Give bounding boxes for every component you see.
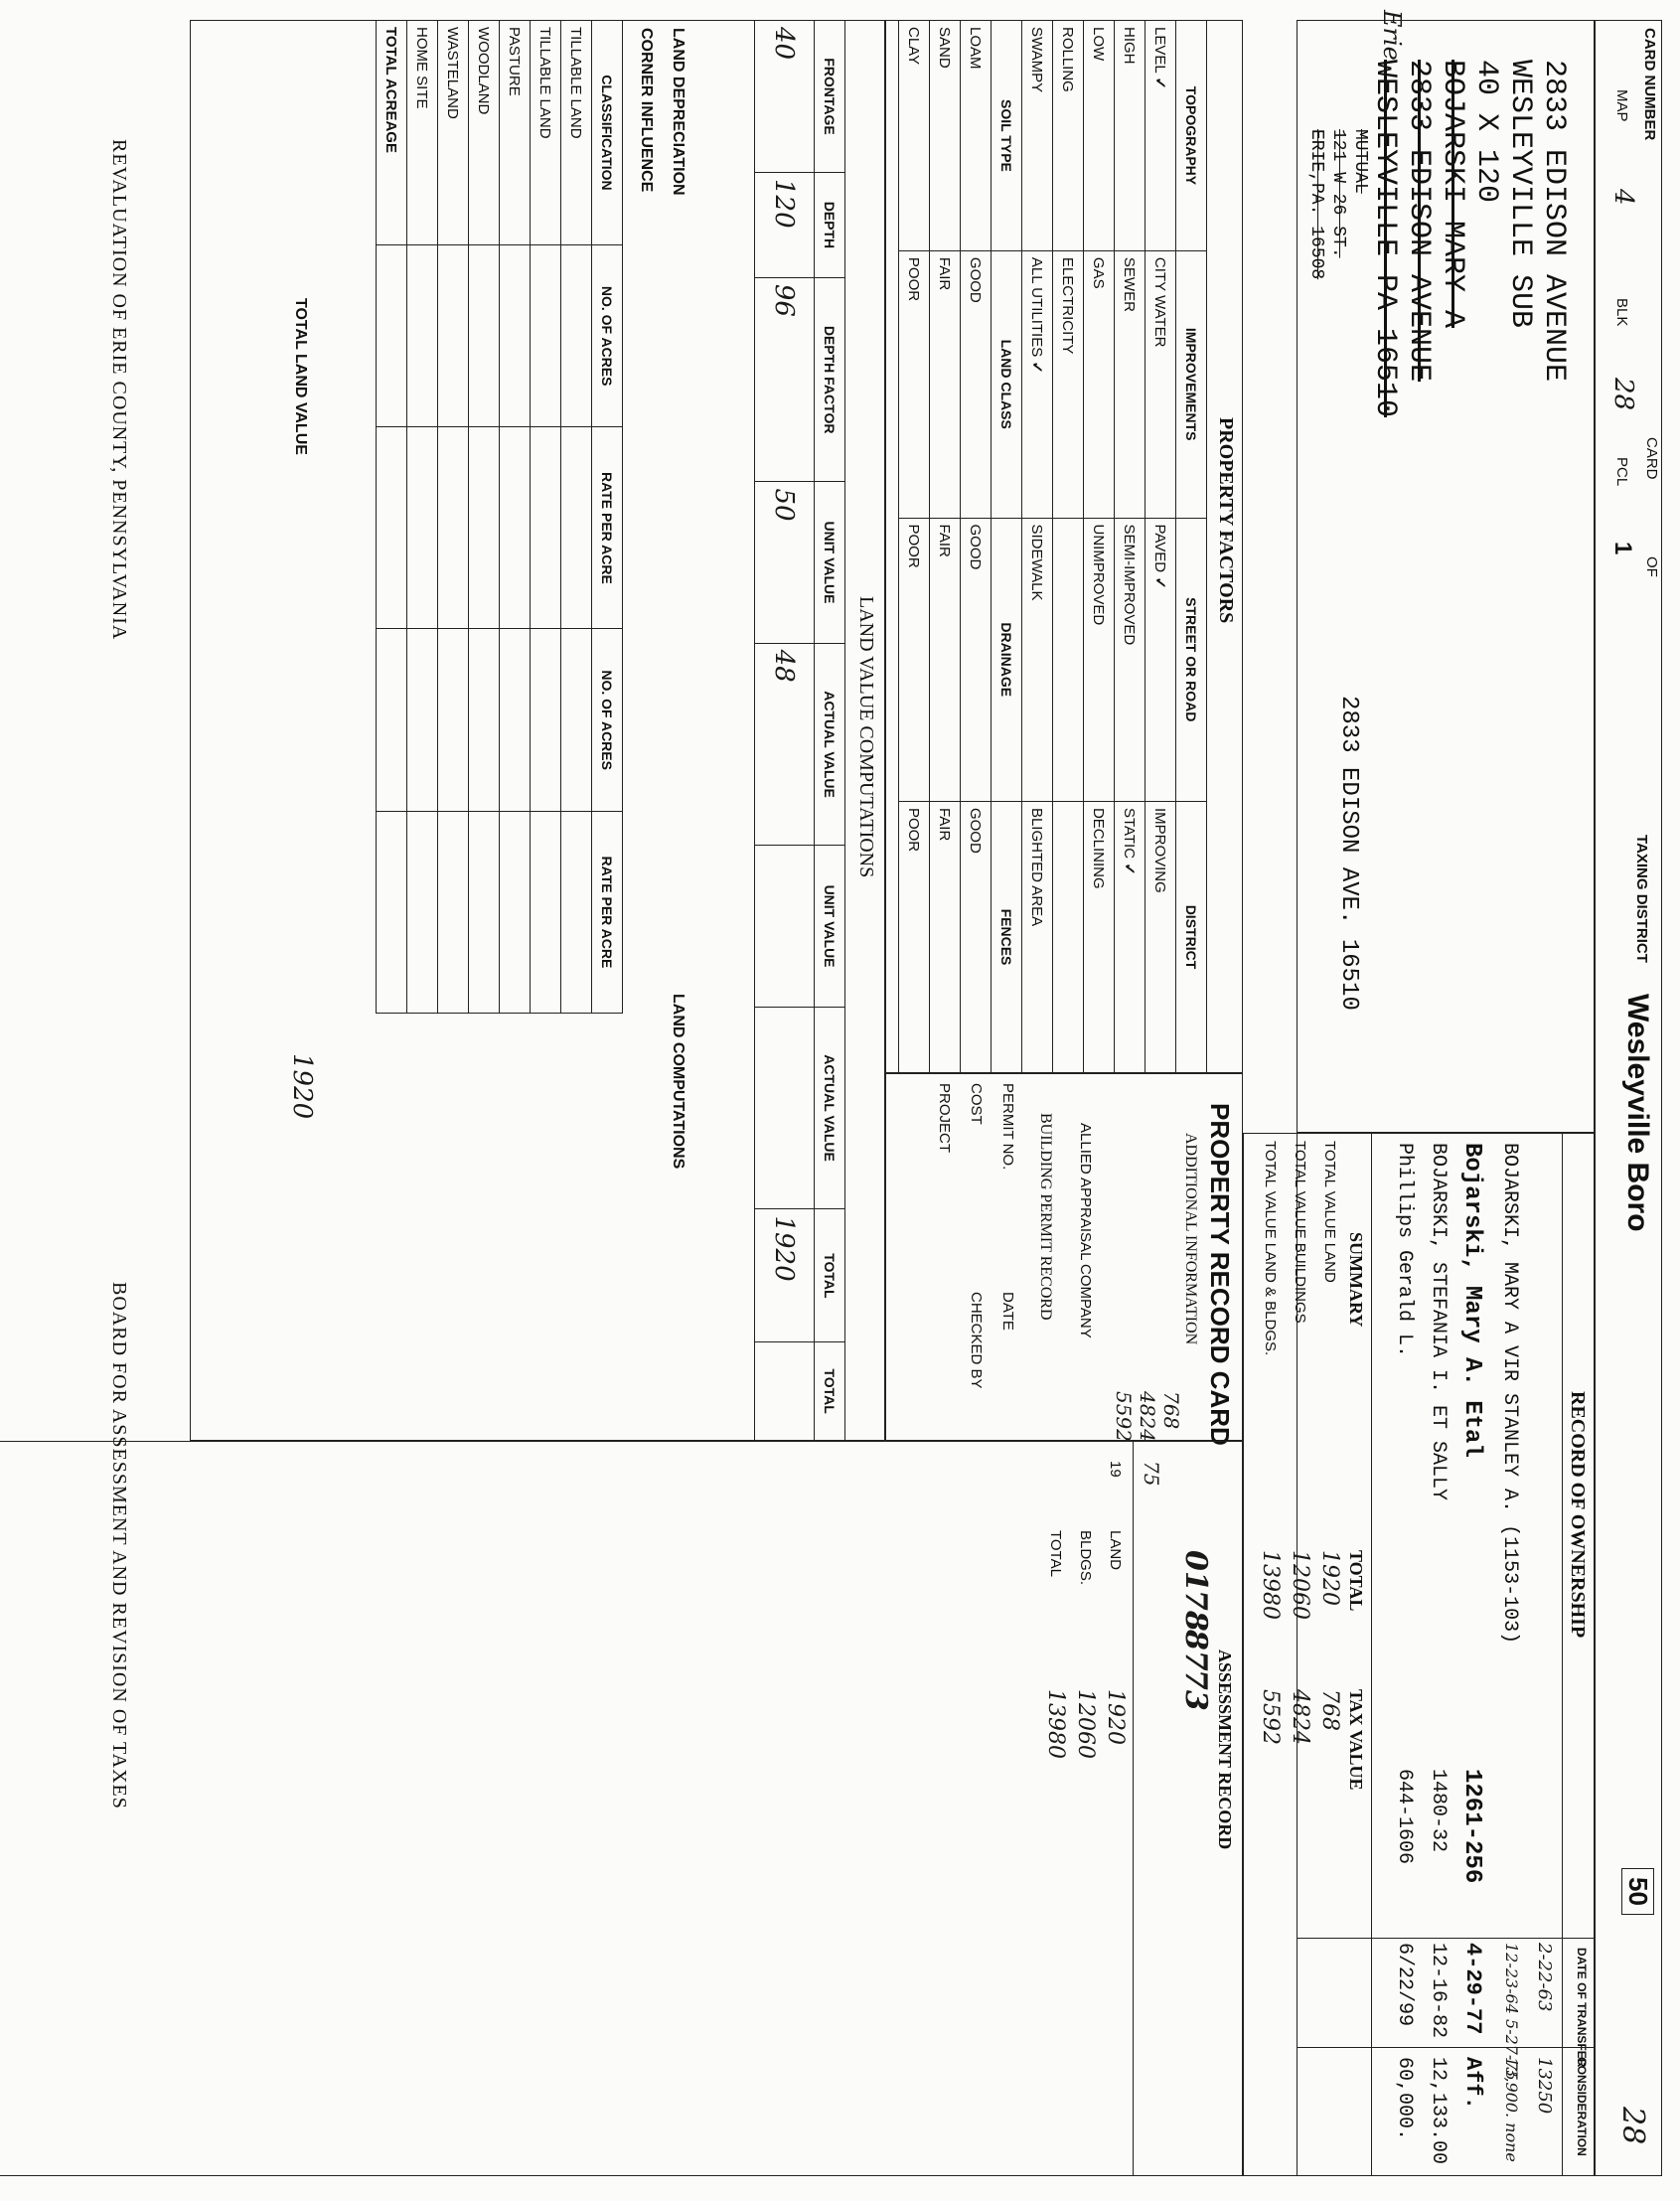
acre-class: WOODLAND [469,21,500,245]
total-acreage-label: TOTAL ACREAGE [377,21,407,245]
assessment-total-label: TOTAL [1047,1530,1064,1577]
consideration: 13250 [1534,2057,1555,2115]
factor-cell: LOAM [961,21,992,251]
factor-cell: DECLINING [1084,801,1115,1072]
assessment-bldgs-value: 12060 [1073,1689,1098,1759]
owner-name: BOJARSKI, MARY A VIR STANLEY A. (1153-103) [1498,1143,1521,1645]
acreage-table [376,20,623,1014]
assessment-scribble: 87 [1178,1630,1213,1671]
transfer-date: 12-23-64 5-27-75 [1502,1943,1521,2081]
factor-header: DRAINAGE [992,518,1022,801]
consideration-header: CONSIDERATION [1575,2057,1589,2156]
assessment-year: 19 [1107,1461,1124,1478]
acre-class: TILLABLE LAND [561,21,592,245]
check-mark: ✓ [1028,361,1045,374]
ownership-title: RECORD OF OWNERSHIP [1567,1391,1589,1639]
property-factors-title: PROPERTY FACTORS [1215,417,1237,624]
card-number-label: CARD NUMBER [1641,28,1658,141]
land-depreciation-label: LAND DEPRECIATION [670,28,687,196]
factor-header: LAND CLASS [992,250,1022,518]
land-header: TOTAL [815,1209,845,1342]
acre-class: HOME SITE [407,21,438,245]
permit-cost-label: COST [968,1083,985,1125]
permit-no-label: PERMIT NO. [999,1083,1016,1171]
summary-title: SUMMARY [1346,1232,1366,1328]
owner-name: Phillips Gerald L. [1393,1143,1416,1358]
factor-cell: ALL UTILITIES ✓ [1022,250,1053,518]
assessment-bldgs-label: BLDGS. [1077,1530,1094,1586]
deed-book: 1261-256 [1458,1769,1485,1884]
assessment-scribble: 01 [1178,1550,1213,1592]
land-header: FRONTAGE [815,21,845,173]
factor-header: IMPROVEMENTS [1176,250,1207,518]
land-header: ACTUAL VALUE [815,643,845,846]
owner-struck: BOJARSKI MARY A [1436,60,1469,329]
factor-cell: BLIGHTED AREA [1022,801,1053,1072]
factor-cell: CITY WATER [1145,250,1176,518]
check-mark: ✓ [1121,863,1138,875]
land-cell [755,1342,815,1441]
acre-header: RATE PER ACRE [592,811,623,1013]
summary-total: 13980 [1258,1550,1283,1620]
transfer-date: 4-29-77 [1460,1943,1485,2035]
blk-label: BLK [1613,298,1630,327]
factor-cell: FAIR [930,801,961,1072]
factor-cell: GAS [1084,250,1115,518]
property-factors-table [898,20,1207,1073]
factor-cell: SEWER [1115,250,1145,518]
summary-label: TOTAL VALUE LAND [1321,1141,1338,1283]
land-cell: 50 [755,482,815,643]
factor-cell: POOR [899,801,930,1072]
summary-tax: 4824 [1288,1689,1312,1745]
assessment-title: ASSESSMENT RECORD [1215,1650,1235,1850]
factor-cell [1053,518,1084,801]
card-label: CARD [1643,437,1660,480]
total-land-value-label: TOTAL LAND VALUE [292,298,309,455]
blk-value: 28 [1608,378,1638,411]
note-value: 768 [1159,1391,1183,1430]
factor-cell: POOR [899,518,930,801]
factor-cell: UNIMPROVED [1084,518,1115,801]
factor-cell: ELECTRICITY [1053,250,1084,518]
of-label: OF [1643,556,1660,577]
acre-class: WASTELAND [438,21,469,245]
transfer-date: 6/22/99 [1393,1943,1416,2027]
address-struck2: WESLEYVILLE PA 16510 [1368,60,1402,418]
summary-tax: 768 [1317,1689,1342,1731]
street-struck: 121 W 26 ST. [1328,129,1348,258]
acre-class: PASTURE [500,21,531,245]
factor-cell: SAND [930,21,961,251]
factor-cell: CLAY [899,21,930,251]
consideration: 60,000. [1393,2057,1416,2141]
acre-class: TILLABLE LAND [531,21,561,245]
assessment-total-value: 13980 [1043,1689,1068,1759]
land-cell: 48 [755,643,815,846]
land-computations-label: LAND COMPUTATIONS [670,994,687,1170]
factor-cell: FAIR [930,250,961,518]
additional-info: ADDITIONAL INFORMATION [1182,1133,1199,1345]
mutual-struck: MUTUAL [1350,129,1370,194]
factor-cell: GOOD [961,518,992,801]
factor-cell: GOOD [961,250,992,518]
assessment-scribble: 78 [1178,1590,1213,1632]
land-header: UNIT VALUE [815,846,845,1007]
assessment-land-value: 1920 [1103,1689,1128,1745]
land-header: UNIT VALUE [815,482,845,643]
factor-header: FENCES [992,801,1022,1072]
transfer-date: 2-22-63 [1534,1943,1555,2012]
owner-name: Bojarski, Mary A. Etal [1458,1143,1485,1458]
assessment-scribble: 73 [1178,1669,1213,1711]
factor-cell: LOW [1084,21,1115,251]
land-header: TOTAL [815,1342,845,1441]
factor-cell: STATIC ✓ [1115,801,1145,1072]
company-name: ALLIED APPRAISAL COMPANY [1077,1123,1094,1338]
card-no-box: 50 [1621,1868,1654,1915]
factor-header: SOIL TYPE [992,21,1022,251]
factor-cell: SIDEWALK [1022,518,1053,801]
summary-total: 1920 [1317,1550,1342,1606]
footer-right: BOARD FOR ASSESSMENT AND REVISION OF TAXES [108,1282,130,1809]
address-struck1: 2833 EDISON AVENUE [1402,60,1436,383]
city-struck: ERIE,PA. 16508 [1306,129,1326,280]
summary-label: TOTAL VALUE LAND & BLDGS. [1262,1141,1279,1356]
factor-cell: IMPROVING [1145,801,1176,1072]
acre-header: CLASSIFICATION [592,21,623,245]
land-cell [755,1007,815,1209]
deed-book: 1480-32 [1427,1769,1450,1853]
factor-cell: SEMI-IMPROVED [1115,518,1145,801]
check-mark: ✓ [1151,77,1168,89]
map-value: 4 [1608,189,1638,206]
permit-title: BUILDING PERMIT RECORD [1037,1113,1054,1321]
deed-book: 644-1606 [1393,1769,1416,1865]
land-value-title: LAND VALUE COMPUTATIONS [855,596,877,878]
summary-tax: 5592 [1258,1689,1283,1745]
consideration: 13,900. none [1502,2057,1521,2162]
acre-header: NO. OF ACRES [592,244,623,426]
factor-cell: HIGH [1115,21,1145,251]
checked-by-label: CHECKED BY [968,1292,985,1389]
corner-mark: 28 [1615,2107,1650,2145]
map-label: MAP [1613,89,1630,122]
land-cell: 40 [755,21,815,173]
land-cell: 96 [755,277,815,482]
factor-cell: PAVED ✓ [1145,518,1176,801]
factor-cell: GOOD [961,801,992,1072]
summary-col-tax-value: TAX VALUE [1346,1689,1366,1791]
location: 2833 EDISON AVE. 16510 [1335,696,1362,1011]
factor-cell [1053,801,1084,1072]
hand-prefix: Erie [1378,10,1406,61]
footer-left: REVALUATION OF ERIE COUNTY, PENNSYLVANIA [108,139,130,641]
land-header: DEPTH [815,172,845,277]
factor-cell: SWAMPY [1022,21,1053,251]
factor-header: TOPOGRAPHY [1176,21,1207,251]
record-card-title: PROPERTY RECORD CARD [1205,1103,1235,1446]
factor-header: STREET OR ROAD [1176,518,1207,801]
total-land-value-amount: 1920 [287,1053,317,1120]
factor-header: DISTRICT [1176,801,1207,1072]
taxing-district-value: Wesleyville Boro [1621,994,1654,1232]
owner-name: BOJARSKI, STEFANIA I. ET SALLY [1427,1143,1450,1501]
factor-cell: FAIR [930,518,961,801]
consideration: Aff. [1460,2057,1485,2110]
assessment-rule [1133,1441,1134,2176]
land-cell: 120 [755,172,815,277]
permit-date-label: DATE [999,1292,1016,1331]
land-cell [755,846,815,1007]
factor-cell: ROLLING [1053,21,1084,251]
summary-total: 12060 [1288,1550,1312,1620]
assessment-year-hand: 75 [1140,1461,1163,1487]
assessment-land-label: LAND [1107,1530,1124,1571]
address-line1: 2833 EDISON AVENUE [1537,60,1571,383]
pcl-value: 1 [1609,542,1636,555]
corner-influence-label: CORNER INFLUENCE [638,28,655,193]
ownership-rule [1562,1133,1563,2176]
summary-col-total: TOTAL [1346,1550,1366,1612]
factor-cell: LEVEL ✓ [1145,21,1176,251]
date-header: DATE OF TRANSFER [1575,1948,1589,2068]
land-cell: 1920 [755,1209,815,1342]
note-value: 5592 [1112,1391,1136,1442]
factor-cell: POOR [899,250,930,518]
check-mark: ✓ [1151,576,1168,589]
land-header: ACTUAL VALUE [815,1007,845,1209]
project-label: PROJECT [936,1083,953,1154]
land-value-table [754,20,845,1441]
land-header: DEPTH FACTOR [815,277,845,482]
transfer-date: 12-16-82 [1427,1943,1450,2039]
address-line2: WESLEYVILLE SUB [1503,60,1537,329]
dimensions: 40 X 120 [1469,60,1503,204]
pcl-label: PCL [1613,457,1630,487]
taxing-district-label: TAXING DISTRICT [1633,835,1650,963]
summary-label: TOTAL VALUE BUILDINGS [1292,1141,1308,1324]
consideration: 12,133.00 [1427,2057,1450,2165]
acre-header: NO. OF ACRES [592,629,623,811]
note-value: 4824 [1136,1391,1159,1442]
acre-header: RATE PER ACRE [592,427,623,629]
